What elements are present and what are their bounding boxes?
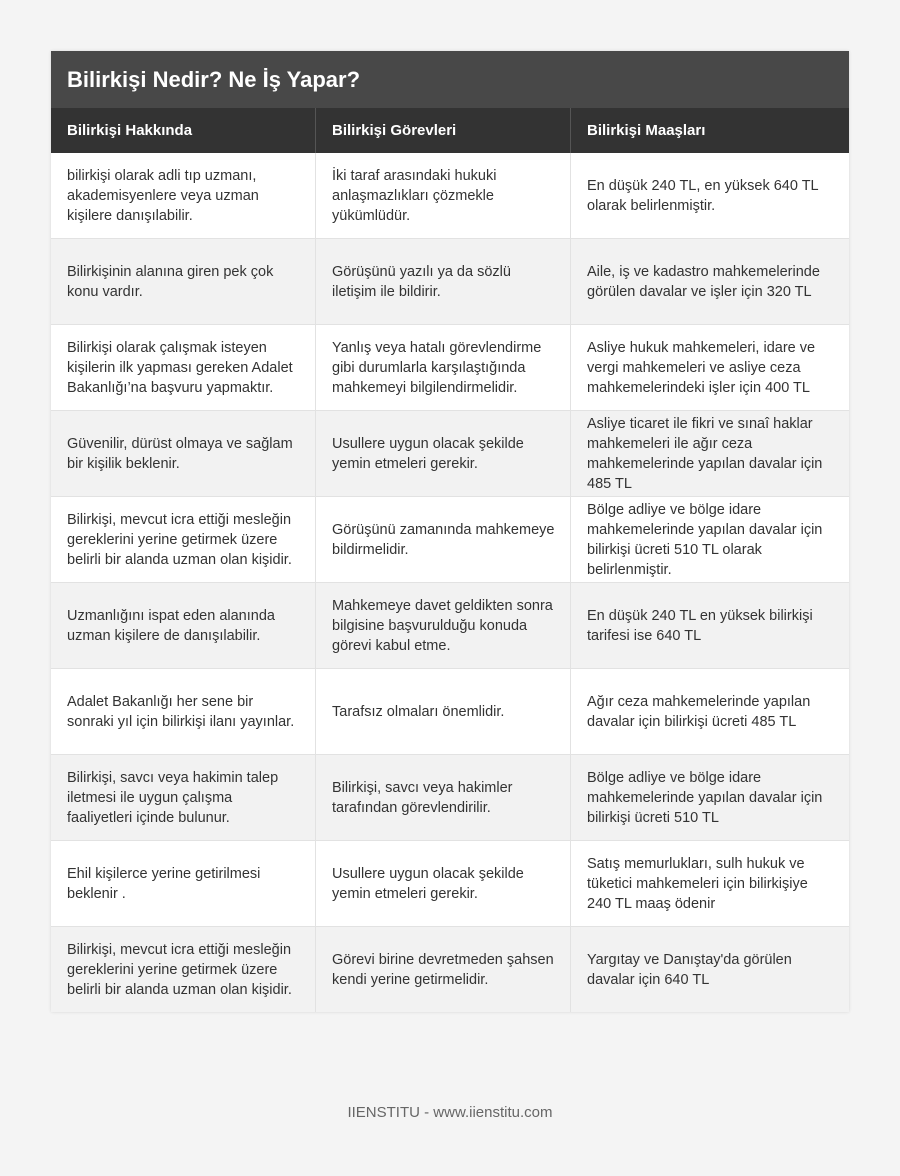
table-row [51, 325, 849, 411]
cell-salary: Ağır ceza mahkemelerinde yapılan davalar için bilirkişi ücreti 485 TL [587, 693, 811, 730]
cell-about: Güvenilir, dürüst olmaya ve sağlam bir kişilik beklenir. [51, 411, 316, 496]
cell-about: Bilirkişi, mevcut icra ettiği mesleğin gereklerini yerine getirmek üzere belirli bir alanda uzman olan kişidir. [51, 927, 316, 1012]
cell-duty: Mahkemeye davet geldikten sonra bilgisine başvurulduğu konuda görevi kabul etme. [316, 583, 571, 668]
cell-about: Ehil kişilerce yerine getirilmesi beklenir . [51, 841, 316, 926]
cell-duty: Tarafsız olmaları önemlidir. [316, 669, 571, 754]
cell-salary: En düşük 240 TL en yüksek bilirkişi tarifesi ise 640 TL [587, 607, 813, 644]
cell-about: Adalet Bakanlığı her sene bir sonraki yıl için bilirkişi ilanı yayınlar. [51, 669, 316, 754]
cell-about: Bilirkişi, savcı veya hakimin talep iletmesi ile uygun çalışma faaliyetleri içinde bulunur. [51, 755, 316, 840]
cell-salary: Yargıtay ve Danıştay'da görülen davalar için 640 TL [587, 951, 792, 988]
cell-salary: Aile, iş ve kadastro mahkemelerinde görülen davalar ve işler için 320 TL [587, 263, 820, 300]
cell-salary: Bölge adliye ve bölge idare mahkemelerinde yapılan davalar için bilirkişi ücreti 510 TL [587, 769, 823, 826]
cell-duty: Görüşünü yazılı ya da sözlü iletişim ile bildirir. [316, 239, 571, 324]
cell-salary: Asliye hukuk mahkemeleri, idare ve vergi mahkemeleri ve asliye ceza mahkemelerindeki işler için 400 TL [587, 339, 816, 396]
cell-duty: Yanlış veya hatalı görevlendirme gibi durumlarla karşılaştığında mahkemeyi bilgilendirmelidir. [316, 325, 571, 410]
header-salaries: Bilirkişi Maaşları [587, 122, 706, 139]
table-row [51, 841, 849, 927]
table-row [51, 583, 849, 669]
table-row [51, 153, 849, 239]
cell-duty: Görüşünü zamanında mahkemeye bildirmelidir. [316, 497, 571, 582]
cell-duty: Görevi birine devretmeden şahsen kendi yerine getirmelidir. [316, 927, 571, 1012]
table-title: Bilirkişi Nedir? Ne İş Yapar? [51, 51, 849, 108]
cell-salary: Bölge adliye ve bölge idare mahkemelerinde yapılan davalar için bilirkişi ücreti 510 TL olarak belirlenmiştir. [587, 501, 823, 578]
table-row [51, 669, 849, 755]
cell-about: Bilirkişi olarak çalışmak isteyen kişilerin ilk yapması gereken Adalet Bakanlığı’na başvuru yapmaktır. [51, 325, 316, 410]
footer-credit: IIENSTITU - www.iienstitu.com [347, 1104, 553, 1121]
info-table-card [51, 51, 849, 1012]
cell-salary: En düşük 240 TL, en yüksek 640 TL olarak belirlenmiştir. [587, 177, 819, 214]
cell-about: Bilirkişi, mevcut icra ettiği mesleğin gereklerini yerine getirmek üzere belirli bir alanda uzman olan kişidir. [51, 497, 316, 582]
cell-salary: Asliye ticaret ile fikri ve sınaî haklar mahkemeleri ile ağır ceza mahkemelerinde yapılan davalar için 485 TL [587, 415, 823, 492]
table-row [51, 411, 849, 497]
header-duties: Bilirkişi Görevleri [316, 108, 571, 153]
table-header-row [51, 108, 849, 153]
cell-duty: Usullere uygun olacak şekilde yemin etmeleri gerekir. [316, 411, 571, 496]
cell-salary: Satış memurlukları, sulh hukuk ve tüketici mahkemeleri için bilirkişiye 240 TL maaş ödenir [587, 855, 808, 912]
header-about: Bilirkişi Hakkında [51, 108, 316, 153]
table-row [51, 497, 849, 583]
cell-about: bilirkişi olarak adli tıp uzmanı, akademisyenlere veya uzman kişilere danışılabilir. [51, 153, 316, 238]
table-row [51, 755, 849, 841]
cell-duty: İki taraf arasındaki hukuki anlaşmazlıkları çözmekle yükümlüdür. [316, 153, 571, 238]
cell-about: Uzmanlığını ispat eden alanında uzman kişilere de danışılabilir. [51, 583, 316, 668]
table-row [51, 927, 849, 1012]
cell-duty: Usullere uygun olacak şekilde yemin etmeleri gerekir. [316, 841, 571, 926]
cell-duty: Bilirkişi, savcı veya hakimler tarafından görevlendirilir. [316, 755, 571, 840]
table-row [51, 239, 849, 325]
cell-about: Bilirkişinin alanına giren pek çok konu vardır. [51, 239, 316, 324]
